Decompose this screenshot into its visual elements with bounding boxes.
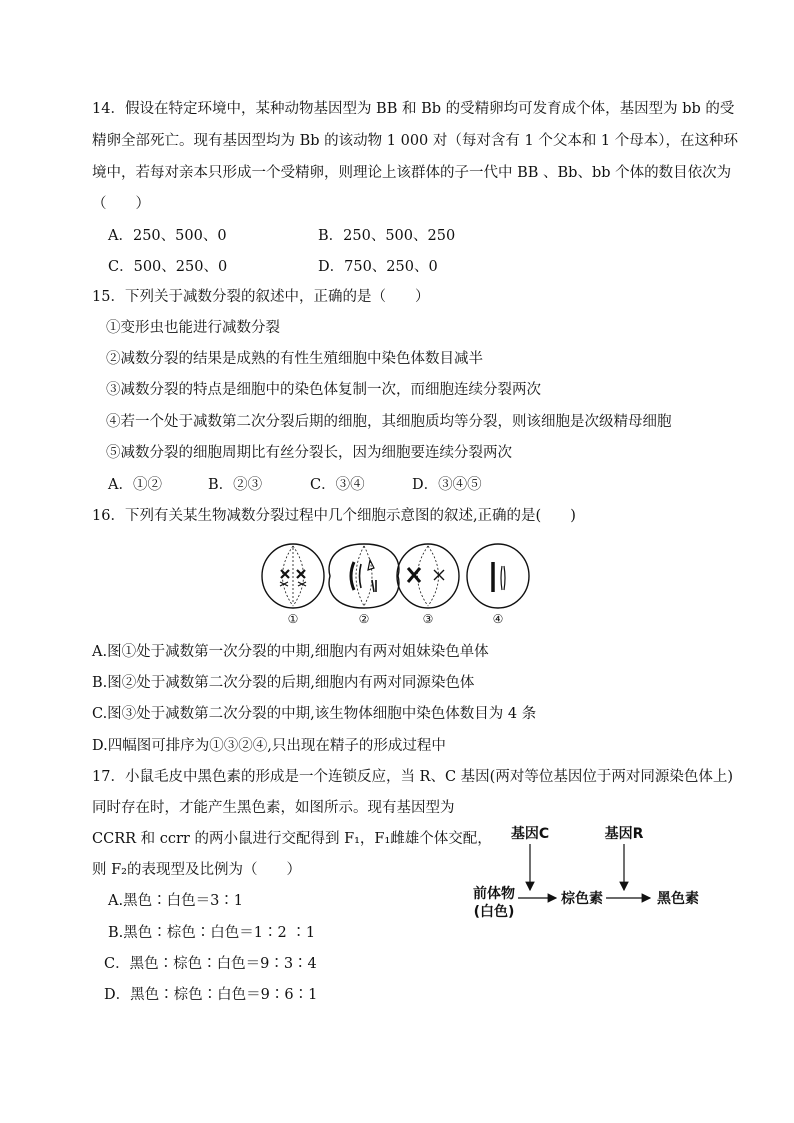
q16-option-d: D.四幅图可排序为①③②④,只出现在精子的形成过程中: [92, 738, 446, 754]
gene-c-label: 基因C: [510, 826, 550, 842]
q14-line-4: （ ）: [92, 196, 150, 212]
q14-option-c: C．500、250、0: [108, 259, 228, 275]
precursor-label: 前体物: [473, 886, 515, 902]
figure-label-1: ①: [287, 612, 299, 626]
q15-item-5: ⑤减数分裂的细胞周期比有丝分裂长，因为细胞要连续分裂两次: [106, 445, 512, 461]
q16-option-b: B.图②处于减数第二次分裂的后期,细胞内有两对同源染色体: [92, 675, 475, 691]
q14-line-1: 14．假设在特定环境中，某种动物基因型为 BB 和 Bb 的受精卵均可发育成个体，基因型为 bb 的受: [92, 101, 735, 117]
q14-option-d: D．750、250、0: [318, 259, 438, 275]
figure-label-4: ④: [492, 612, 504, 626]
q15-stem: 15．下列关于减数分裂的叙述中，正确的是（ ）: [92, 289, 430, 305]
q15-option-d: D．③④⑤: [412, 477, 482, 493]
q17-line-1: 17．小鼠毛皮中黑色素的形成是一个连锁反应，当 R、C 基因(两对等位基因位于两对同源染色体上): [92, 769, 733, 785]
q17-option-c: C．黑色∶棕色∶白色＝9∶3∶4: [104, 956, 317, 972]
melanin-pathway-diagram: [468, 820, 708, 930]
brown-pigment-label: 棕色素: [561, 891, 603, 907]
figure-label-3: ③: [422, 612, 434, 626]
q15-item-3: ③减数分裂的特点是细胞中的染色体复制一次，而细胞连续分裂两次: [106, 382, 541, 398]
q17-line-4: 则 F₂的表现型及比例为（ ）: [92, 862, 301, 878]
meiosis-cell-diagrams: [258, 540, 538, 626]
q15-option-a: A．①②: [108, 477, 162, 493]
q17-option-a: A.黑色∶白色＝3∶1: [108, 893, 244, 909]
black-pigment-label: 黑色素: [657, 891, 699, 907]
cell-4: [467, 544, 529, 608]
q15-item-1: ①变形虫也能进行减数分裂: [106, 320, 280, 336]
q15-option-c: C．③④: [310, 477, 365, 493]
q14-option-b: B．250、500、250: [318, 228, 456, 244]
gene-r-label: 基因R: [604, 826, 644, 842]
q14-option-a: A．250、500、0: [108, 228, 227, 244]
q16-stem: 16．下列有关某生物减数分裂过程中几个细胞示意图的叙述,正确的是( ): [92, 508, 576, 524]
q15-item-2: ②减数分裂的结果是成熟的有性生殖细胞中染色体数目减半: [106, 351, 483, 367]
q17-line-2: 同时存在时，才能产生黑色素，如图所示。现有基因型为: [92, 800, 455, 816]
q14-line-2: 精卵全部死亡。现有基因型均为 Bb 的该动物 1 000 对（每对含有 1 个父本和 1 个母本），在这种环: [92, 133, 739, 149]
q16-option-a: A.图①处于减数第一次分裂的中期,细胞内有两对姐妹染色单体: [92, 644, 489, 660]
q17-option-b: B.黑色∶棕色∶白色＝1∶2 ∶1: [108, 925, 316, 941]
figure-label-2: ②: [358, 612, 370, 626]
q15-item-4: ④若一个处于减数第二次分裂后期的细胞，其细胞质均等分裂，则该细胞是次级精母细胞: [106, 414, 672, 430]
cell-3: [397, 544, 459, 608]
q17-option-d: D．黑色∶棕色∶白色＝9∶6∶1: [104, 987, 318, 1003]
q14-line-3: 境中，若每对亲本只形成一个受精卵，则理论上该群体的子一代中 BB 、Bb、bb 个体的数目依次为: [92, 165, 732, 181]
q15-option-b: B．②③: [208, 477, 263, 493]
q16-option-c: C.图③处于减数第二次分裂的中期,该生物体细胞中染色体数目为 4 条: [92, 706, 537, 722]
cell-1: [262, 544, 324, 608]
q17-line-3: CCRR 和 ccrr 的两小鼠进行交配得到 F₁，F₁雌雄个体交配，: [92, 831, 492, 847]
precursor-note: (白色): [473, 904, 515, 920]
cell-2: [329, 544, 399, 608]
